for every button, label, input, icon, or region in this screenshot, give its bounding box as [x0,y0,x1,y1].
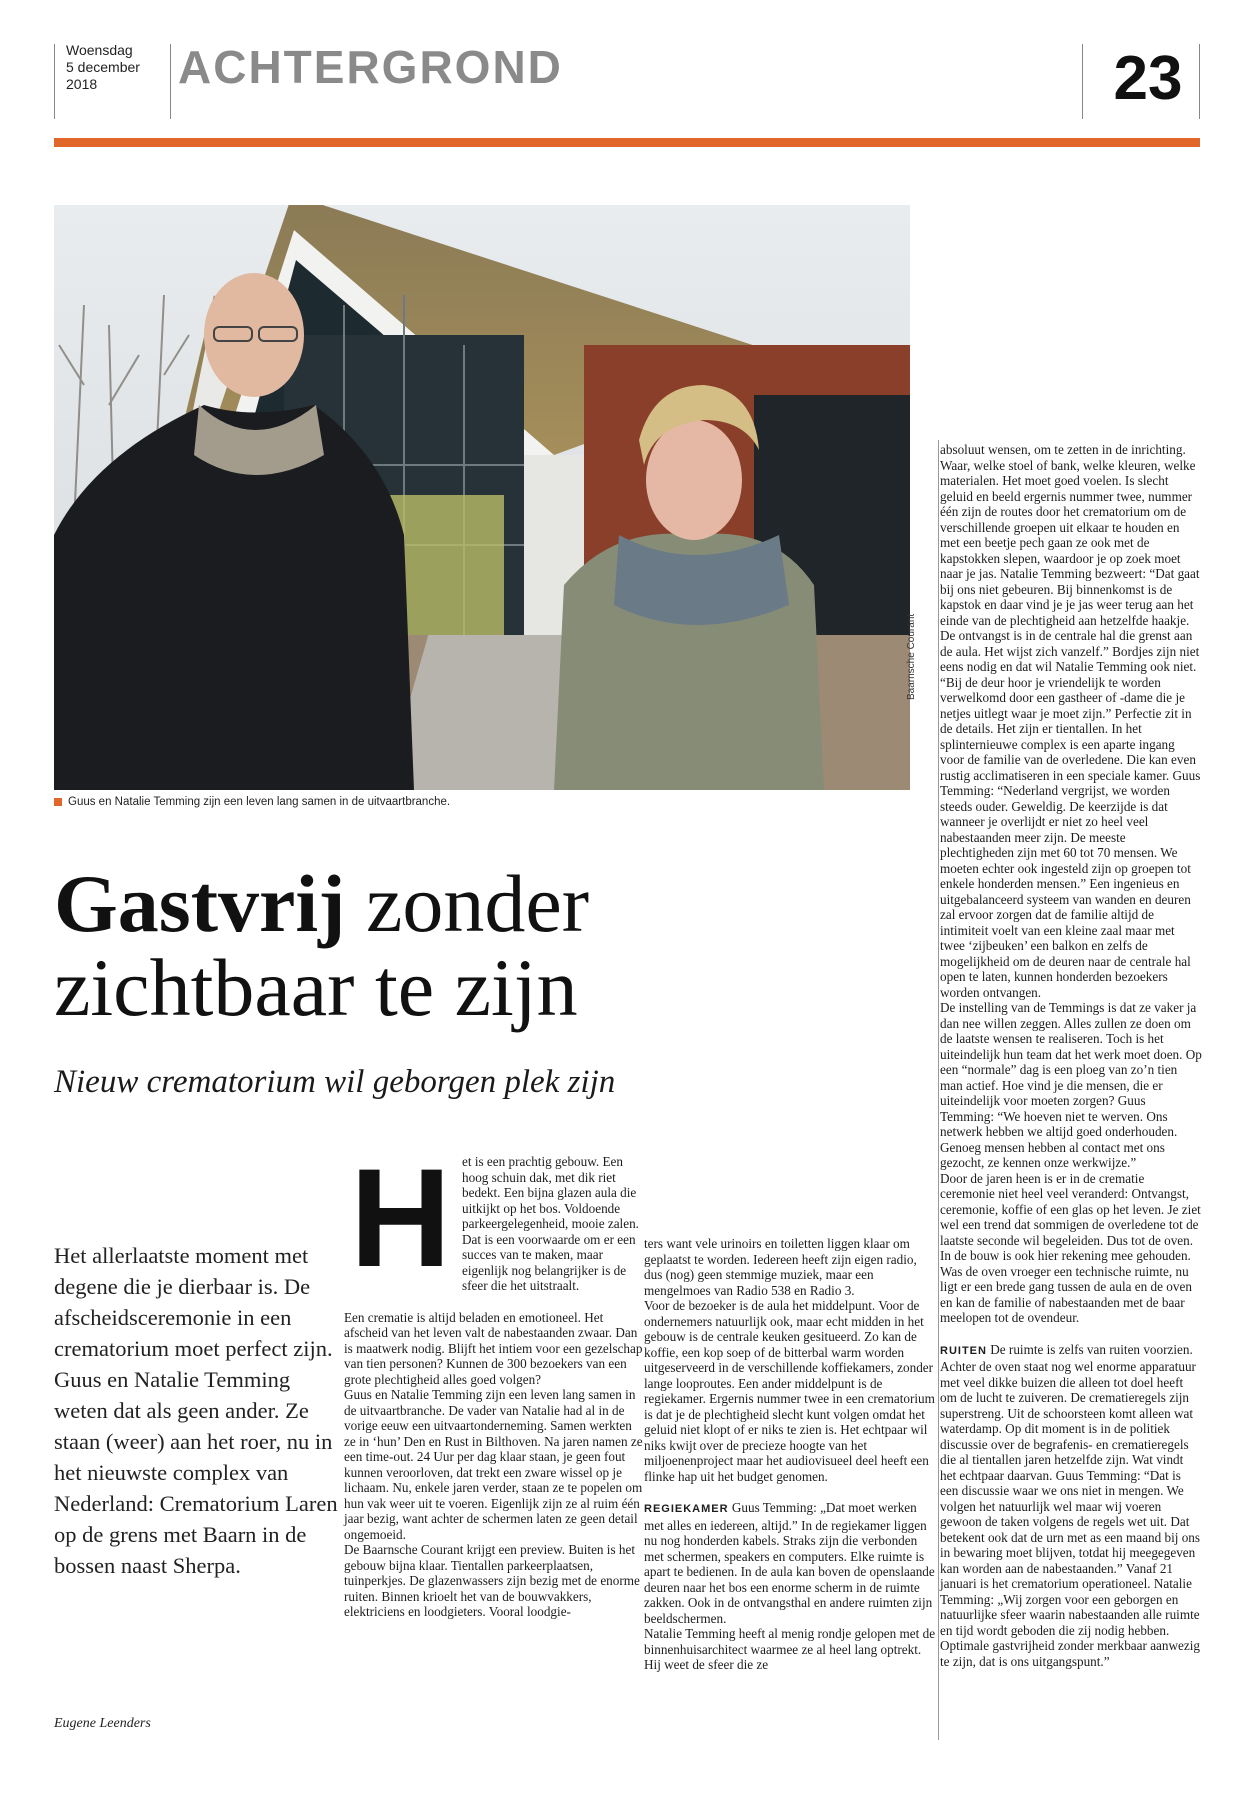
photo-caption: Guus en Natalie Temming zijn een leven lang samen in de uitvaartbranche. [54,796,450,808]
header-divider-right [1082,44,1083,119]
article-photo [54,205,910,790]
paragraph: Voor de bezoeker is de aula het middelpunt. Voor de ondernemers natuurlijk ook, maar echt midden in het gebouw is de centrale keuken gesitueerd. Zo kan de koffie, een kop soep of de bitterbal warm worden uitgeserveerd in de verschillende koffiekamers, zonder lange looproutes. Een ander middelpunt is de regiekamer. Ergernis nummer twee in een crematorium is dat je de plechtigheid slecht kunt volgen omdat het geluid niet klopt of er niks te zien is. Het echtpaar wil niks kwijt over de precieze hoogte van het miljoenenproject maar het audiovisueel deel heeft een flinke hap uit het budget genomen. [644,1298,935,1484]
paragraph: absoluut wensen, om te zetten in de inrichting. Waar, welke stoel of bank, welke kleuren, welke materialen. Het moet goed voelen. Is slecht geluid en beeld ergernis nummer twee, nummer één zijn de routes door het crematorium om de verschillende groepen uit elkaar te houden en met een beetje pech gaan ze ook met de kapstokken slepen, waardoor je op zoek moet naar je jas. Natalie Temming bezweert: “Dat gaat bij ons niet gebeuren. Bij binnenkomst is de kapstok en daar vind je je jas weer terug aan het einde van de plechtigheid aan hetzelfde haakje. De ontvangst is in de centrale hal die grenst aan de aula. Het wijst zich vanzelf.” Bordjes zijn niet eens nodig en dat wil Natalie Temming ook niet. “Bij de deur hoor je vriendelijk te worden verwelkomd door een gastheer of -dame die je netjes uitlegt waar je moet zijn.” Perfectie zit in de details. Het zijn er tientallen. In het splinternieuwe complex is een aparte ingang voor de familie van de overledene. Die kan even rustig acclimatiseren in een speciale kamer. Guus Temming: “Nederland vergrijst, we worden steeds ouder. Geweldig. De keerzijde is dat wanneer je overlijdt er niet zo heel veel nabestaanden meer zijn. De meeste plechtigheden zijn met 60 tot 70 mensen. We moeten echter ook ingesteld zijn op groepen tot enkele honderden mensen.” Een ingenieus en uitgebalanceerd systeem van wanden en deuren zal ervoor zorgen dat de familie altijd de intimiteit voelt van een kleine zaal maar met twee ‘zijbeuken’ een balkon en zelfs de mogelijkheid om de deuren naar de centrale hal open te laten, kunnen honderden bezoekers worden ontvangen. [940,442,1201,1000]
paragraph: ters want vele urinoirs en toiletten liggen klaar om geplaatst te worden. Iedereen heeft zijn eigen radio, dus (nog) geen stemmige muziek, maar een mengelmoes van Radio 538 en Radio 3. [644,1236,917,1298]
keyword: RUITEN [940,1344,987,1357]
date-year: 2018 [66,76,98,92]
page-number: 23 [1113,44,1183,113]
header-divider-mid [170,44,171,119]
section-title: ACHTERGROND [178,41,563,93]
column-2 [644,1236,936,1673]
column-3 [940,442,1202,1669]
paragraph: Een crematie is altijd beladen en emotioneel. Het afscheid van het leven valt de nabestaanden zwaar. Dan is maatwerk nodig. Blijft het intiem voor een gezelschap van tien personen? Kunnen de 300 bezoekers van een grote plechtigheid alles goed volgen? [344,1309,643,1387]
subheadline: Nieuw crematorium wil geborgen plek zijn [54,1064,616,1100]
paragraph: De instelling van de Temmings is dat ze vaker ja dan nee willen zeggen. Alles zullen ze doen om de laatste wensen te realiseren. Toch is het uiteindelijk hun team dat het werk moet doen. Op een “normale” dag is een ploeg van zo’n tien man actief. Hoe vind je die mensen, die er uiteindelijk voor moeten zorgen? Guus Temming: “We hoeven niet te werven. Ons netwerk hebben we altijd goed onderhouden. Genoeg mensen hebben al contact met ons gezocht, ze kennen onze werkwijze.” [940,1000,1202,1170]
paragraph: REGIEKAMER Guus Temming: „Dat moet werken met alles en iedereen, altijd.” In de regiekamer liggen nu nog honderden kabels. Straks zijn die verbonden met schermen, speakers en computers. Elke ruimte is apart te bedienen. In de aula kan boven de openslaande deuren naar het bos een enorme scherm in de ruimte zakken. Ook in de ontvangsthal en andere ruimten zijn beeldschermen. [644,1500,935,1626]
paragraph: RUITEN De ruimte is zelfs van ruiten voorzien. Achter de oven staat nog wel enorme apparatuur met veel dikke buizen die alleen tot doel heeft om de lucht te zuiveren. De crematieregels zijn superstreng. Uit de schoorsteen komt alleen wat waterdamp. Op dit moment is in de politiek discussie over de begrafenis- en crematieregels die al tientallen jaren hetzelfde zijn. Wat vindt het echtpaar daarvan. Guus Temming: “Dat is een discussie waar we ons niet in mengen. We volgen het natuurlijk wel maar wij voeren gewoon de taken volgens de regels wet uit. Dat betekent ook dat de urn met as een maand bij ons in bewaring moet blijven, totdat hij meegegeven kan worden aan de nabestaanden.” Vanaf 21 januari is het crematorium operationeel. Natalie Temming: „Wij zorgen voor een geborgen en natuurlijke sfeer waarin nabestaanden alle ruimte en tijd wordt geboden die zij nodig hebben. Optimale gastvrijheid zonder merkbaar aanwezig te zijn, dat is ons uitgangspunt.” [940,1341,1201,1669]
keyword: REGIEKAMER [644,1503,729,1515]
paragraph: De Baarnsche Courant krijgt een preview. Buiten is het gebouw bijna klaar. Tientallen parkeerplaatsen, tuinperkjes. De glazenwassers zijn bezig met de enorme ruiten. Binnen krioelt het van de bouwvakkers, elektriciens en loodgieters. Vooral loodgie- [344,1542,640,1619]
paragraph: et is een prachtig gebouw. Een hoog schuin dak, met dik riet bedekt. Een bijna glazen aula die uitkijkt op het bos. Voldoende parkeergelegenheid, mooie zalen. Dat is een voorwaarde om er een succes van te maken, maar eigenlijk nog belangrijker is de sfeer die het uitstraalt. [462,1154,639,1293]
header-accent-bar [54,138,1200,147]
header-divider-end [1199,44,1200,119]
paragraph: Guus en Natalie Temming zijn een leven lang samen in de uitvaartbranche. De vader van Natalie had al in de vorige eeuw een uitvaartonderneming. Samen werkten ze in ‘hun’ Den en Rust in Bilthoven. Na jaren namen ze een time-out. 24 Uur per dag klaar staan, je geen fout kunnen veroorloven, dat trekt een zware wissel op je lichaam. Nu, enkele jaren verder, staan ze te popelen om hun vak weer uit te voeren. Eigenlijk zijn ze al ruim één jaar bezig, want achter de schermen laten ze geen detail ongemoeid. [344,1387,643,1542]
headline-rest: zonder [345,858,590,949]
column-rule [938,440,939,1740]
photo-credit: Baarnsche Courant [906,613,917,700]
paragraph: Natalie Temming heeft al menig rondje gelopen met de binnenhuisarchitect waarmee ze al heel lang optrekt. Hij weet de sfeer die ze [644,1626,936,1672]
paragraph: Door de jaren heen is er in de crematie ceremonie niet heel veel veranderd: Ontvangst, ceremonie, koffie of een glas op het leven. Je ziet wel een trend dat sommigen de overledene tot de laatste seconde wil begeleiden. Dus tot de oven. In de bouw is ook hier rekening mee gehouden. Was de oven vroeger een technische ruimte, nu ligt er een brede gang tussen de aula en de oven en kan de familie of nabestaanden met de baar meelopen tot de ovendeur. [940,1170,1201,1325]
date-weekday: Woensdag [66,42,133,58]
headline [54,858,590,1033]
drop-cap: H [350,1139,452,1296]
issue-date [66,42,140,93]
article-intro: Het allerlaatste moment met degene die je dierbaar is. De afscheidsceremonie in een crematorium moet perfect zijn. Guus en Natalie Temming weten dat als geen ander. Ze staan (weer) aan het roer, nu in het nieuwste complex van Nederland: Crematorium Laren op de grens met Baarn in de bossen naast Sherpa. [54,1243,338,1578]
date-day-month: 5 december [66,59,140,75]
headline-bold: Gastvrij [54,858,346,949]
header-divider-left [54,44,55,119]
photo-illustration [54,205,910,790]
headline-line2: zichtbaar te zijn [54,942,578,1033]
byline: Eugene Leenders [54,1716,151,1731]
